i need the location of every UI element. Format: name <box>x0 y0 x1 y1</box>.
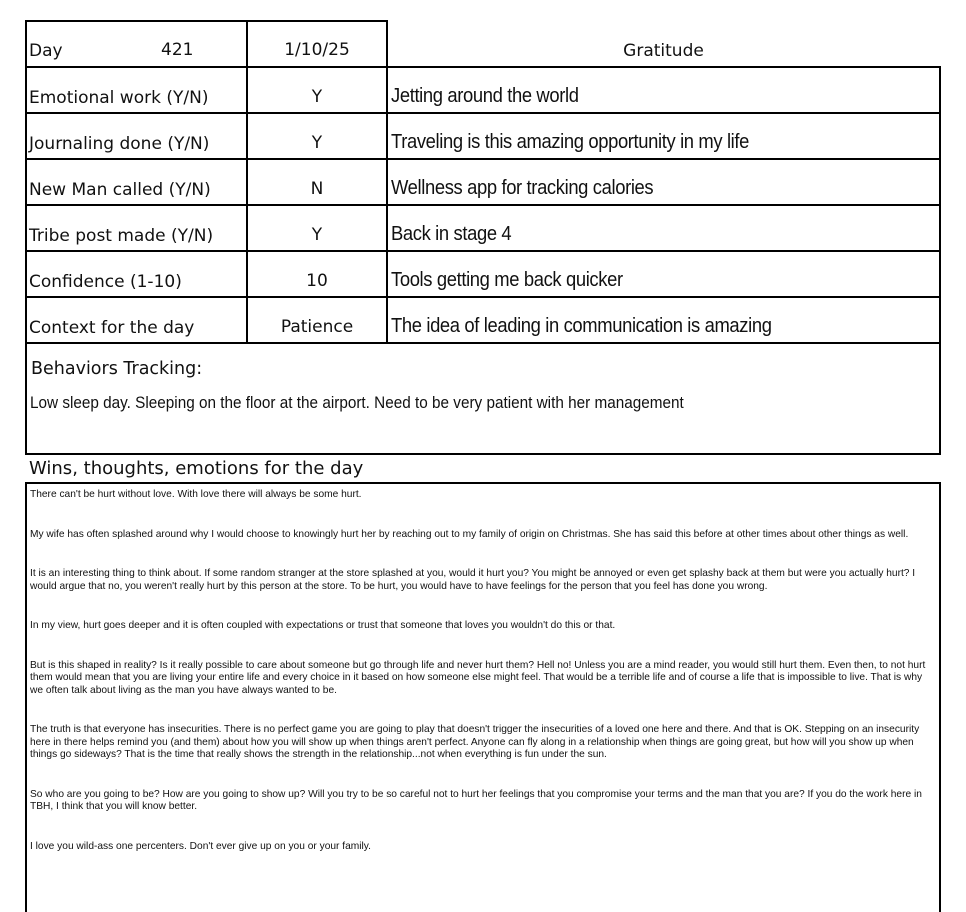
note-paragraph: So who are you going to be? How are you going to show up? Will you try to be so careful not to hurt her feelings that you compromise your terms and the man that you are? If you do the work here in TBH, I think that you will know better. <box>30 788 922 812</box>
behaviors-title: Behaviors Tracking: <box>31 359 203 379</box>
gratitude-item: Jetting around the world <box>391 85 579 107</box>
day-label: Day <box>29 41 63 61</box>
gratitude-header: Gratitude <box>623 41 704 61</box>
note-paragraph: It is an interesting thing to think about. If some random stranger at the store splashed at you, would it hurt you? You might be annoyed or even get splashy back at them but were you actually hurt? I would argue that no, you weren't really hurt by this person at the store. To be hurt, you would have to have feelings for the person that you feel has done you wrong. <box>30 568 916 592</box>
row-value: N <box>310 179 324 199</box>
gratitude-item: Traveling is this amazing opportunity in my life <box>391 131 749 153</box>
wins-notes-box <box>25 482 941 912</box>
date-value: 1/10/25 <box>284 40 350 60</box>
behaviors-text: Low sleep day. Sleeping on the floor at the airport. Need to be very patient with her management <box>30 393 684 412</box>
gratitude-item: Back in stage 4 <box>391 223 512 245</box>
row-divider <box>25 296 941 298</box>
note-paragraph: My wife has often splashed around why I would choose to knowingly hurt her by reaching out to my family of origin on Christmas. She has said this before at other times about other things as well. <box>30 528 909 540</box>
table-border-right <box>939 66 941 455</box>
table-border-top <box>25 20 388 22</box>
row-label: New Man called (Y/N) <box>29 180 211 200</box>
note-paragraph: There can't be hurt without love. With love there will always be some hurt. <box>30 489 362 500</box>
note-paragraph: But is this shaped in reality? Is it really possible to care about someone but go through life and never hurt them? Hell no! Unless you are a mind reader, you would still hurt them. Even then, to not hurt them would mean that you are living your entire life and every choice in it based on how someone else might feel. That would be a terrible life and of course a life that is impossible to live. That is why we often talk about living as the man you have always wanted to be. <box>30 659 926 696</box>
day-number: 421 <box>161 40 194 60</box>
row-divider <box>25 250 941 252</box>
row-divider <box>25 158 941 160</box>
row-value: Y <box>311 225 323 245</box>
row-value: Y <box>311 133 323 153</box>
row-label: Context for the day <box>29 318 195 338</box>
row-value: Patience <box>280 317 354 337</box>
gratitude-item: Wellness app for tracking calories <box>391 177 654 199</box>
table-border-left <box>25 20 27 455</box>
row-divider <box>25 112 941 114</box>
row-value: 10 <box>306 271 328 291</box>
wins-title: Wins, thoughts, emotions for the day <box>29 458 364 479</box>
row-divider <box>25 66 941 68</box>
row-divider <box>25 342 941 344</box>
note-paragraph: The truth is that everyone has insecurities. There is no perfect game you are going to play that doesn't trigger the insecurities of a loved one here and there. And that is OK. Stepping on an insecurity here in there helps remind you (and them) about how you will show up when things aren't perfect. Anyone can fly along in a relationship when things are going great, but how will you show up when things go sideways? That is the time that really shows the strength in the relationship...not when everything is fun under the sun. <box>30 724 920 760</box>
note-paragraph: I love you wild-ass one percenters. Don't ever give up on you or your family. <box>30 840 371 852</box>
row-label: Journaling done (Y/N) <box>29 134 210 154</box>
row-divider <box>25 204 941 206</box>
gratitude-item: Tools getting me back quicker <box>391 269 623 291</box>
behaviors-border-bottom <box>25 453 941 455</box>
row-label: Confidence (1-10) <box>29 272 182 292</box>
row-label: Tribe post made (Y/N) <box>29 226 214 246</box>
gratitude-item: The idea of leading in communication is amazing <box>391 315 772 337</box>
note-paragraph: In my view, hurt goes deeper and it is often coupled with expectations or trust that someone that loves you wouldn't do this or that. <box>30 620 616 631</box>
row-label: Emotional work (Y/N) <box>29 88 209 108</box>
row-value: Y <box>311 87 323 107</box>
